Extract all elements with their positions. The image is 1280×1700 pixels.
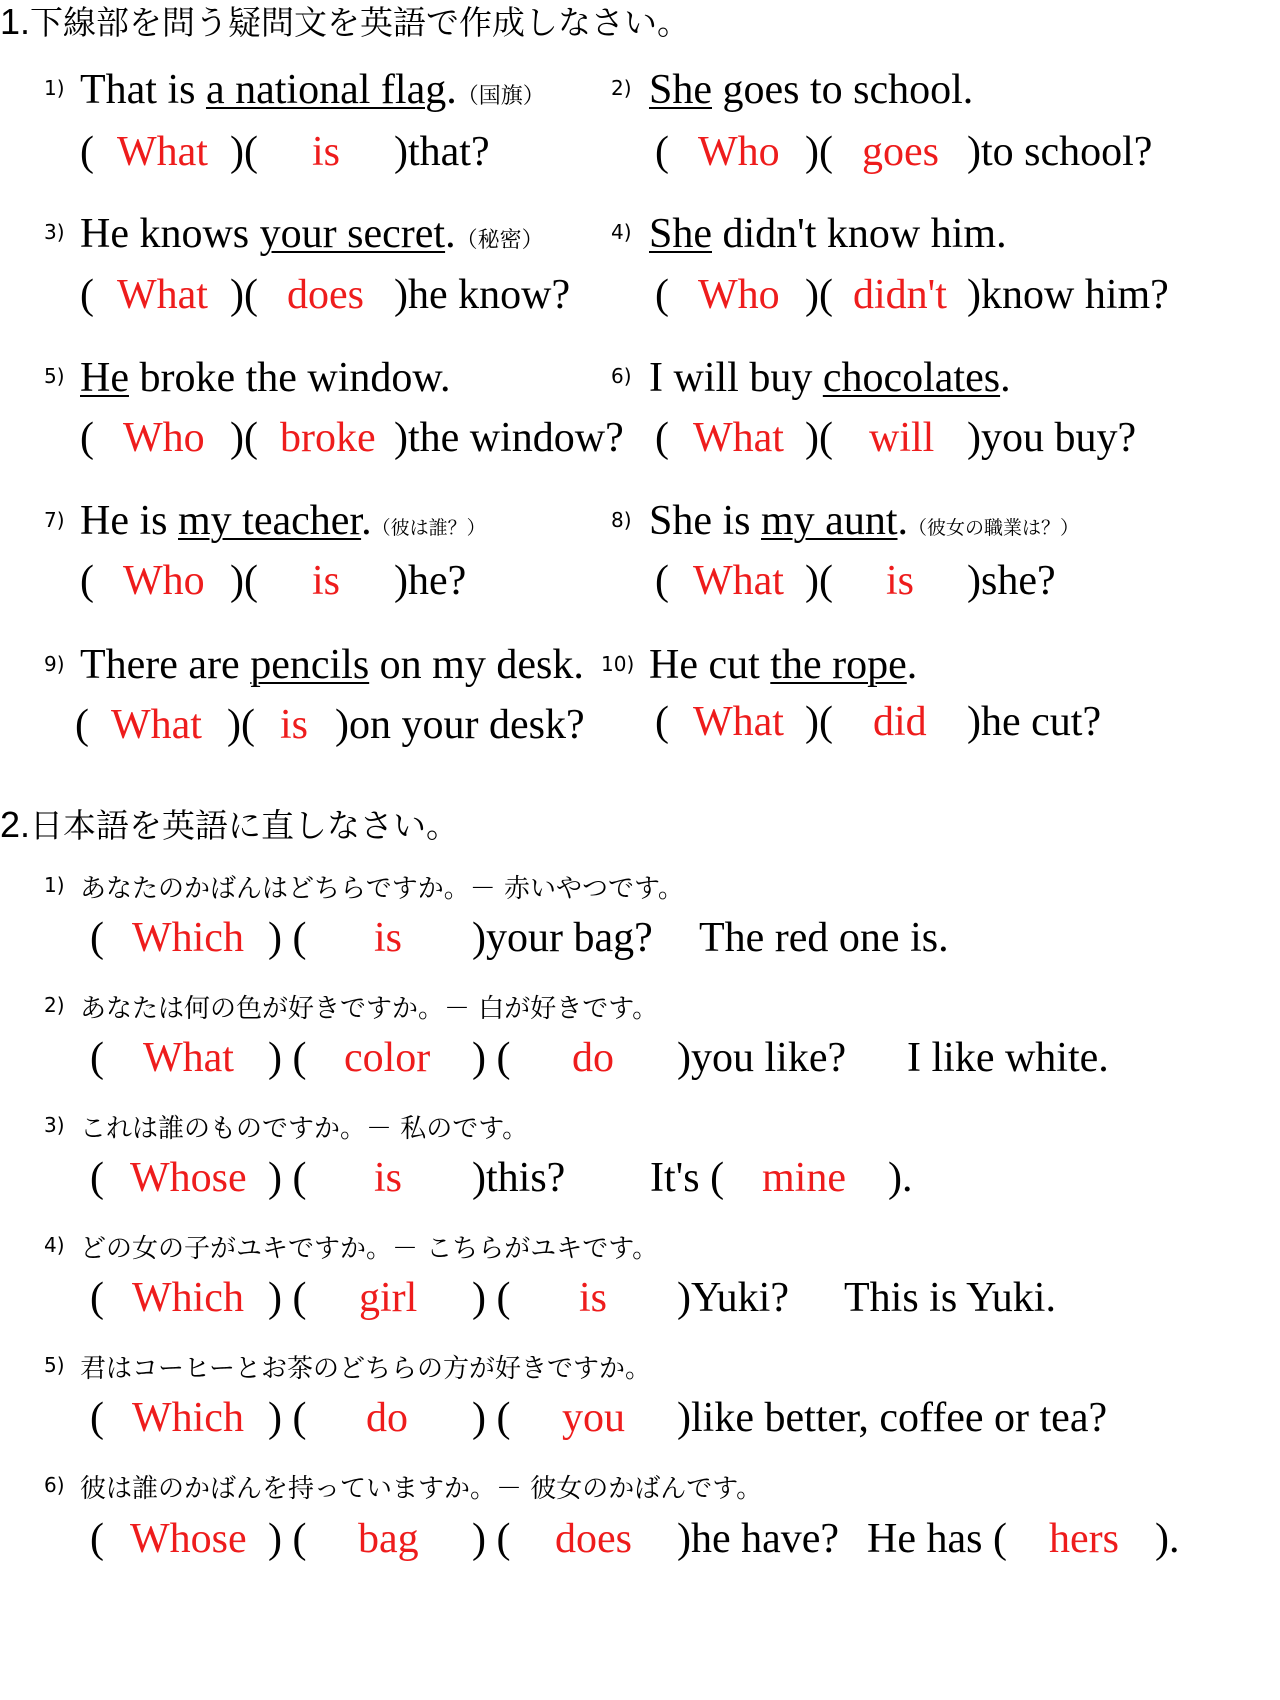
underlined-part: pencils (250, 642, 370, 688)
s2-q1-japanese: あなたのかばんはどちらですか。－ 赤いやつです。 (80, 874, 684, 904)
paren-close-open: ) ( (268, 1155, 307, 1201)
paren-close-open: )( (805, 558, 833, 604)
paren-close-open: ) ( (268, 1275, 307, 1321)
paren-close-open: ) ( (472, 1275, 511, 1321)
s1-q9-number: 9) (44, 652, 65, 676)
s1-q10-tail: )he cut? (967, 699, 1102, 745)
s2-q5-tail: )like better, coffee or tea? (677, 1395, 1108, 1441)
s1-q2-number: 2) (611, 76, 632, 100)
s1-q5-answer2: broke (280, 415, 376, 461)
underlined-part: He (80, 355, 129, 401)
s2-q4-reply: This is Yuki. (844, 1275, 1056, 1321)
note: （国旗） (456, 84, 545, 109)
s2-q4-tail: )Yuki? (677, 1275, 789, 1321)
s1-q2-tail: )to school? (967, 129, 1153, 175)
underlined-part: She (649, 211, 712, 257)
paren-close-open: )( (805, 272, 833, 318)
underlined-part: your secret (259, 211, 446, 257)
s2-q1-tail: )your bag? (472, 915, 653, 961)
s1-q5-tail: )the window? (394, 415, 624, 461)
underlined-part: a national flag (205, 67, 447, 113)
s2-q6-answer4: hers (1049, 1516, 1119, 1562)
s2-q4-number: 4) (44, 1233, 65, 1257)
s1-q3-sentence: He knows your secret.（秘密） (80, 211, 544, 257)
s1-q4-number: 4) (611, 220, 632, 244)
section2-title: 日本語を英語に直しなさい。 (30, 806, 460, 845)
s1-q3-tail: )he know? (394, 272, 571, 318)
paren-open: ( (90, 915, 104, 961)
s2-q5-answer2: do (366, 1395, 408, 1441)
paren-open: ( (655, 558, 669, 604)
s1-q1-answer2: is (312, 129, 341, 175)
section1-heading (0, 2, 690, 43)
paren-open: ( (90, 1516, 104, 1562)
s2-q5-number: 5) (44, 1353, 65, 1377)
s1-q5-number: 5) (44, 364, 65, 388)
s2-q4-answer3: is (579, 1275, 608, 1321)
s1-q9-answer2: is (280, 702, 309, 748)
s1-q5-answer1: Who (123, 415, 205, 461)
note: （彼女の職業は？） (908, 517, 1080, 539)
s2-q3-answer3: mine (762, 1155, 846, 1201)
paren-open: ( (655, 415, 669, 461)
s2-q5-japanese: 君はコーヒーとお茶のどちらの方が好きですか。 (80, 1354, 651, 1384)
paren-close-open: )( (230, 129, 258, 175)
s1-q8-tail: )she? (967, 558, 1056, 604)
s2-q3-number: 3) (44, 1113, 65, 1137)
s1-q4-tail: )know him? (967, 272, 1169, 318)
s2-q2-answer3: do (572, 1035, 614, 1081)
paren-open: ( (90, 1155, 104, 1201)
s2-q3-answer1: Whose (130, 1155, 247, 1201)
note: （彼は誰？） (371, 517, 486, 539)
s2-q3-reply-start: It's ( (650, 1155, 725, 1201)
s2-q2-answer1: What (143, 1035, 234, 1081)
paren-close-open: )( (227, 702, 255, 748)
paren-open: ( (80, 272, 94, 318)
paren-open: ( (655, 129, 669, 175)
s1-q8-sentence: She is my aunt.（彼女の職業は？） (649, 498, 1080, 544)
paren-open: ( (655, 272, 669, 318)
s1-q6-tail: )you buy? (967, 415, 1137, 461)
s2-q1-number: 1) (44, 873, 65, 897)
s1-q3-answer1: What (117, 272, 208, 318)
s1-q9-answer1: What (111, 702, 202, 748)
s2-q2-japanese: あなたは何の色が好きですか。－ 白が好きです。 (80, 994, 659, 1024)
paren-open: ( (80, 415, 94, 461)
paren-open: ( (80, 558, 94, 604)
note: （秘密） (455, 228, 544, 253)
section2-number: 2. (0, 804, 31, 845)
s1-q4-answer2: didn't (853, 272, 947, 318)
underlined-part: She (649, 67, 712, 113)
s1-q9-tail: )on your desk? (335, 702, 585, 748)
s1-q2-sentence: She goes to school. (649, 67, 974, 113)
s2-q6-reply-end: ). (1155, 1516, 1180, 1562)
section2-heading (0, 805, 459, 846)
paren-close-open: ) ( (268, 1395, 307, 1441)
s2-q2-number: 2) (44, 993, 65, 1017)
s1-q1-number: 1) (44, 76, 65, 100)
underlined-part: my aunt (761, 498, 898, 544)
s2-q6-answer2: bag (358, 1516, 419, 1562)
paren-open: ( (90, 1395, 104, 1441)
s1-q10-answer2: did (873, 699, 927, 745)
paren-close-open: ) ( (268, 1516, 307, 1562)
paren-close-open: ) ( (472, 1516, 511, 1562)
s1-q3-number: 3) (44, 220, 65, 244)
s2-q6-japanese: 彼は誰のかばんを持っていますか。－ 彼女のかばんです。 (80, 1474, 763, 1504)
paren-open: ( (80, 129, 94, 175)
s2-q1-reply: The red one is. (699, 915, 949, 961)
s1-q7-number: 7) (44, 508, 65, 532)
s1-q6-answer1: What (693, 415, 784, 461)
s2-q3-reply-end: ). (888, 1155, 913, 1201)
s2-q2-reply: I like white. (907, 1035, 1109, 1081)
s1-q1-answer1: What (117, 129, 208, 175)
s2-q5-answer1: Which (132, 1395, 244, 1441)
s2-q1-answer2: is (374, 915, 403, 961)
s2-q6-tail: )he have? (677, 1516, 840, 1562)
paren-close-open: )( (805, 129, 833, 175)
s1-q10-sentence: He cut the rope. (649, 642, 918, 688)
s1-q10-number: 10) (601, 652, 635, 676)
s1-q5-sentence: He broke the window. (80, 355, 451, 401)
s2-q6-reply-start: He has ( (867, 1516, 1007, 1562)
paren-close-open: )( (230, 272, 258, 318)
s2-q4-answer1: Which (132, 1275, 244, 1321)
s1-q1-tail: )that? (394, 129, 490, 175)
underlined-part: my teacher (178, 498, 362, 544)
paren-close-open: )( (805, 415, 833, 461)
s1-q3-answer2: does (287, 272, 364, 318)
s1-q4-sentence: She didn't know him. (649, 211, 1007, 257)
paren-close-open: ) ( (472, 1395, 511, 1441)
s1-q8-answer2: is (886, 558, 915, 604)
s2-q1-answer1: Which (132, 915, 244, 961)
s1-q7-sentence: He is my teacher.（彼は誰？） (80, 498, 486, 544)
s2-q4-japanese: どの女の子がユキですか。－ こちらがユキです。 (80, 1234, 659, 1264)
s1-q8-answer1: What (693, 558, 784, 604)
s1-q2-answer2: goes (862, 129, 939, 175)
s1-q2-answer1: Who (698, 129, 780, 175)
s1-q6-sentence: I will buy chocolates. (649, 355, 1011, 401)
s1-q7-answer1: Who (123, 558, 205, 604)
s1-q9-sentence: There are pencils on my desk. (80, 642, 584, 688)
s1-q10-answer1: What (693, 699, 784, 745)
underlined-part: the rope (770, 642, 907, 688)
s1-q7-answer2: is (312, 558, 341, 604)
s2-q5-answer3: you (562, 1395, 625, 1441)
s1-q6-number: 6) (611, 364, 632, 388)
s1-q4-answer1: Who (698, 272, 780, 318)
paren-close-open: ) ( (268, 915, 307, 961)
s2-q6-answer1: Whose (130, 1516, 247, 1562)
s1-q6-answer2: will (869, 415, 935, 461)
section1-title: 下線部を問う疑問文を英語で作成しなさい。 (30, 3, 691, 42)
s2-q6-answer3: does (555, 1516, 632, 1562)
paren-close-open: ) ( (472, 1035, 511, 1081)
paren-open: ( (90, 1035, 104, 1081)
paren-close-open: )( (230, 558, 258, 604)
s2-q3-japanese: これは誰のものですか。－ 私のです。 (80, 1114, 529, 1144)
s2-q6-number: 6) (44, 1473, 65, 1497)
section1-number: 1. (0, 1, 31, 42)
paren-open: ( (75, 702, 89, 748)
s2-q3-answer2: is (374, 1155, 403, 1201)
s2-q4-answer2: girl (359, 1275, 418, 1321)
paren-close-open: ) ( (268, 1035, 307, 1081)
underlined-part: chocolates (822, 355, 1001, 401)
s2-q2-answer2: color (344, 1035, 431, 1081)
paren-open: ( (655, 699, 669, 745)
s1-q1-sentence: That is a national flag.（国旗） (80, 67, 545, 113)
s1-q8-number: 8) (611, 508, 632, 532)
s2-q2-tail: )you like? (677, 1035, 847, 1081)
s2-q3-tail: )this? (472, 1155, 566, 1201)
paren-close-open: )( (805, 699, 833, 745)
paren-open: ( (90, 1275, 104, 1321)
s1-q7-tail: )he? (394, 558, 467, 604)
paren-close-open: )( (230, 415, 258, 461)
